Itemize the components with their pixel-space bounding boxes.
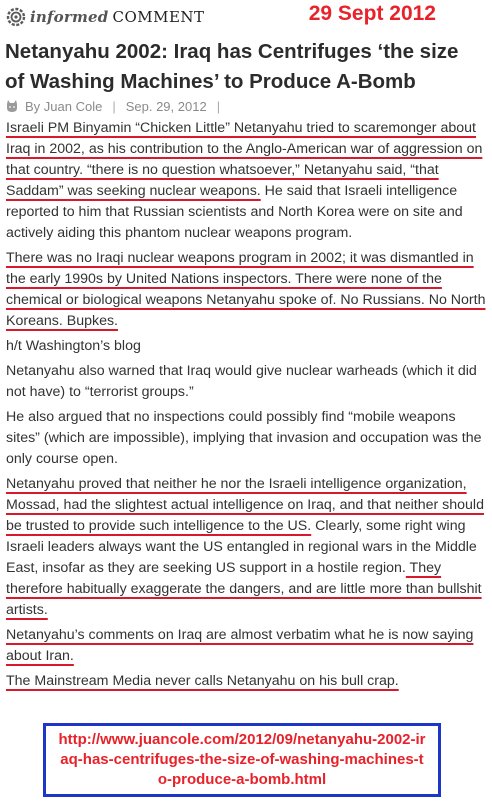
article-title-line-2: of Washing Machines’ to Produce A-Bomb: [5, 70, 416, 93]
paragraph-1: [6, 118, 490, 244]
highlighted-text: There was no Iraqi nuclear weapons program in 2002; it was dismantled in the early 1990s by United Nations inspectors. There were none of the chemical or biological weapons Netanyahu spoke of. No Russians. No North Koreans. Bupkes.: [6, 250, 486, 329]
source-url-box: [43, 723, 441, 797]
highlighted-text: Netanyahu proved that neither he nor the Israeli intelligence organization, Mossad, had the slightest actual intelligence on Iraq, and that neither should be trusted to provide such intelligence to the US.: [6, 476, 484, 534]
paragraph-7: [6, 625, 490, 667]
paragraph-3: [6, 336, 490, 357]
site-masthead[interactable]: [6, 4, 205, 30]
brand-comment: COMMENT: [112, 8, 205, 26]
byline-separator: |: [112, 98, 116, 114]
author-link[interactable]: By Juan Cole: [25, 98, 103, 114]
brand-informed: informed: [30, 8, 109, 26]
paragraph-6: [6, 474, 490, 621]
article-body: [6, 118, 490, 696]
byline-separator-trailing: |: [216, 98, 221, 114]
paragraph-5: He also argued that no inspections could possibly find “mobile weapons sites” (which are impossible), implying that invasion and occupation was the only course open.: [6, 409, 482, 467]
article-title-line-1: Netanyahu 2002: Iraq has Centrifuges ‘the size: [5, 40, 459, 63]
hat-tip-prefix: h/t: [6, 338, 26, 354]
source-url-link[interactable]: http://www.juancole.com/2012/09/netanyahu-2002-iraq-has-centrifuges-the-size-of-washing-machines-to-produce-a-bomb.html: [58, 731, 426, 788]
highlighted-text: The Mainstream Media never calls Netanyahu on his bull crap.: [6, 673, 399, 689]
highlighted-text: Israeli PM Binyamin “Chicken Little” Netanyahu tried to scaremonger about Iraq in 2002, as his contribution to the Anglo-American war of aggression on that country. “there is no question whatsoever,” Netanyahu said, “that Saddam” was seeking nuclear weapons.: [6, 120, 483, 199]
paragraph-text: He said that Israeli intelligence reported to him that Russian scientists and North Korea were on site and actively aiding this phantom nuclear weapons program.: [6, 183, 463, 241]
article-title[interactable]: [5, 37, 485, 97]
gear-emblem-icon: [6, 7, 26, 27]
highlighted-text: They therefore habitually exaggerate the dangers, and are little more than bullshit artists.: [6, 560, 482, 618]
paragraph-text: Clearly, some right wing Israeli leaders always want the US entangled in regional wars in the Middle East, insofar as they are seeking US support in a hostile region.: [6, 518, 477, 576]
paragraph-4: Netanyahu also warned that Iraq would give nuclear warheads (which it did not have) to “terrorist groups.”: [6, 363, 477, 400]
washingtons-blog-link[interactable]: Washington’s blog: [25, 338, 141, 354]
byline: [5, 96, 224, 116]
date-stamp: 29 Sept 2012: [308, 2, 436, 25]
cat-icon: [5, 99, 19, 113]
paragraph-2: [6, 248, 490, 332]
paragraph-8: [6, 671, 490, 692]
post-date: Sep. 29, 2012: [125, 98, 207, 114]
highlighted-text: Netanyahu’s comments on Iraq are almost verbatim what he is now saying about Iran.: [6, 627, 474, 664]
